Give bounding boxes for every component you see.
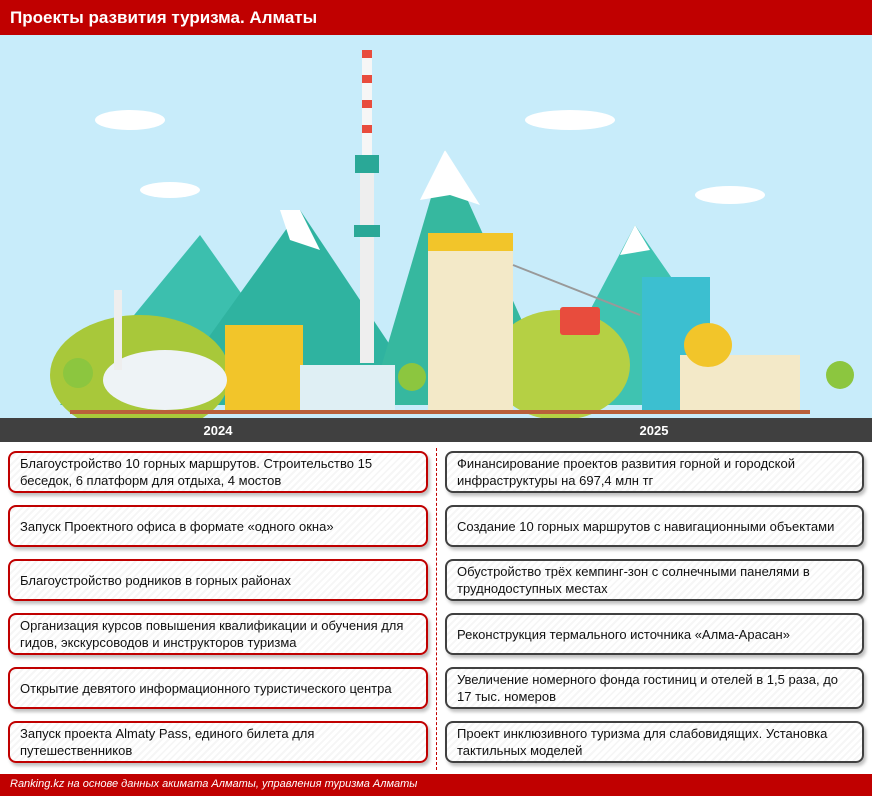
- source-footer: Ranking.kz на основе данных акимата Алматы, управления туризма Алматы: [0, 774, 872, 796]
- project-2025-card: Реконструкция термального источника «Алма-Арасан»: [445, 613, 864, 655]
- project-2024-card: Организация курсов повышения квалификации и обучения для гидов, экскурсоводов и инструкторов туризма: [8, 613, 428, 655]
- project-2025-card: Создание 10 горных маршрутов с навигационными объектами: [445, 505, 864, 547]
- years-bar: [0, 418, 872, 442]
- project-2025-card: Финансирование проектов развития горной и городской инфраструктуры на 697,4 млн тг: [445, 451, 864, 493]
- project-2024-card: Запуск Проектного офиса в формате «одного окна»: [8, 505, 428, 547]
- project-2025-card: Увеличение номерного фонда гостиниц и отелей в 1,5 раза, до 17 тыс. номеров: [445, 667, 864, 709]
- project-2025-card: Обустройство трёх кемпинг-зон с солнечными панелями в труднодоступных местах: [445, 559, 864, 601]
- project-2025-card: Проект инклюзивного туризма для слабовидящих. Установка тактильных моделей: [445, 721, 864, 763]
- project-2024-card: Благоустройство родников в горных районах: [8, 559, 428, 601]
- page-title: Проекты развития туризма. Алматы: [0, 0, 872, 35]
- city-illustration: [0, 35, 872, 418]
- year-2025-header: 2025: [639, 423, 669, 438]
- project-2024-card: Запуск проекта Almaty Pass, единого билета для путешественников: [8, 721, 428, 763]
- project-2024-card: Благоустройство 10 горных маршрутов. Строительство 15 беседок, 6 платформ для отдыха, 4 мостов: [8, 451, 428, 493]
- column-divider: [436, 448, 437, 770]
- year-2024-header: 2024: [203, 423, 233, 438]
- project-2024-card: Открытие девятого информационного туристического центра: [8, 667, 428, 709]
